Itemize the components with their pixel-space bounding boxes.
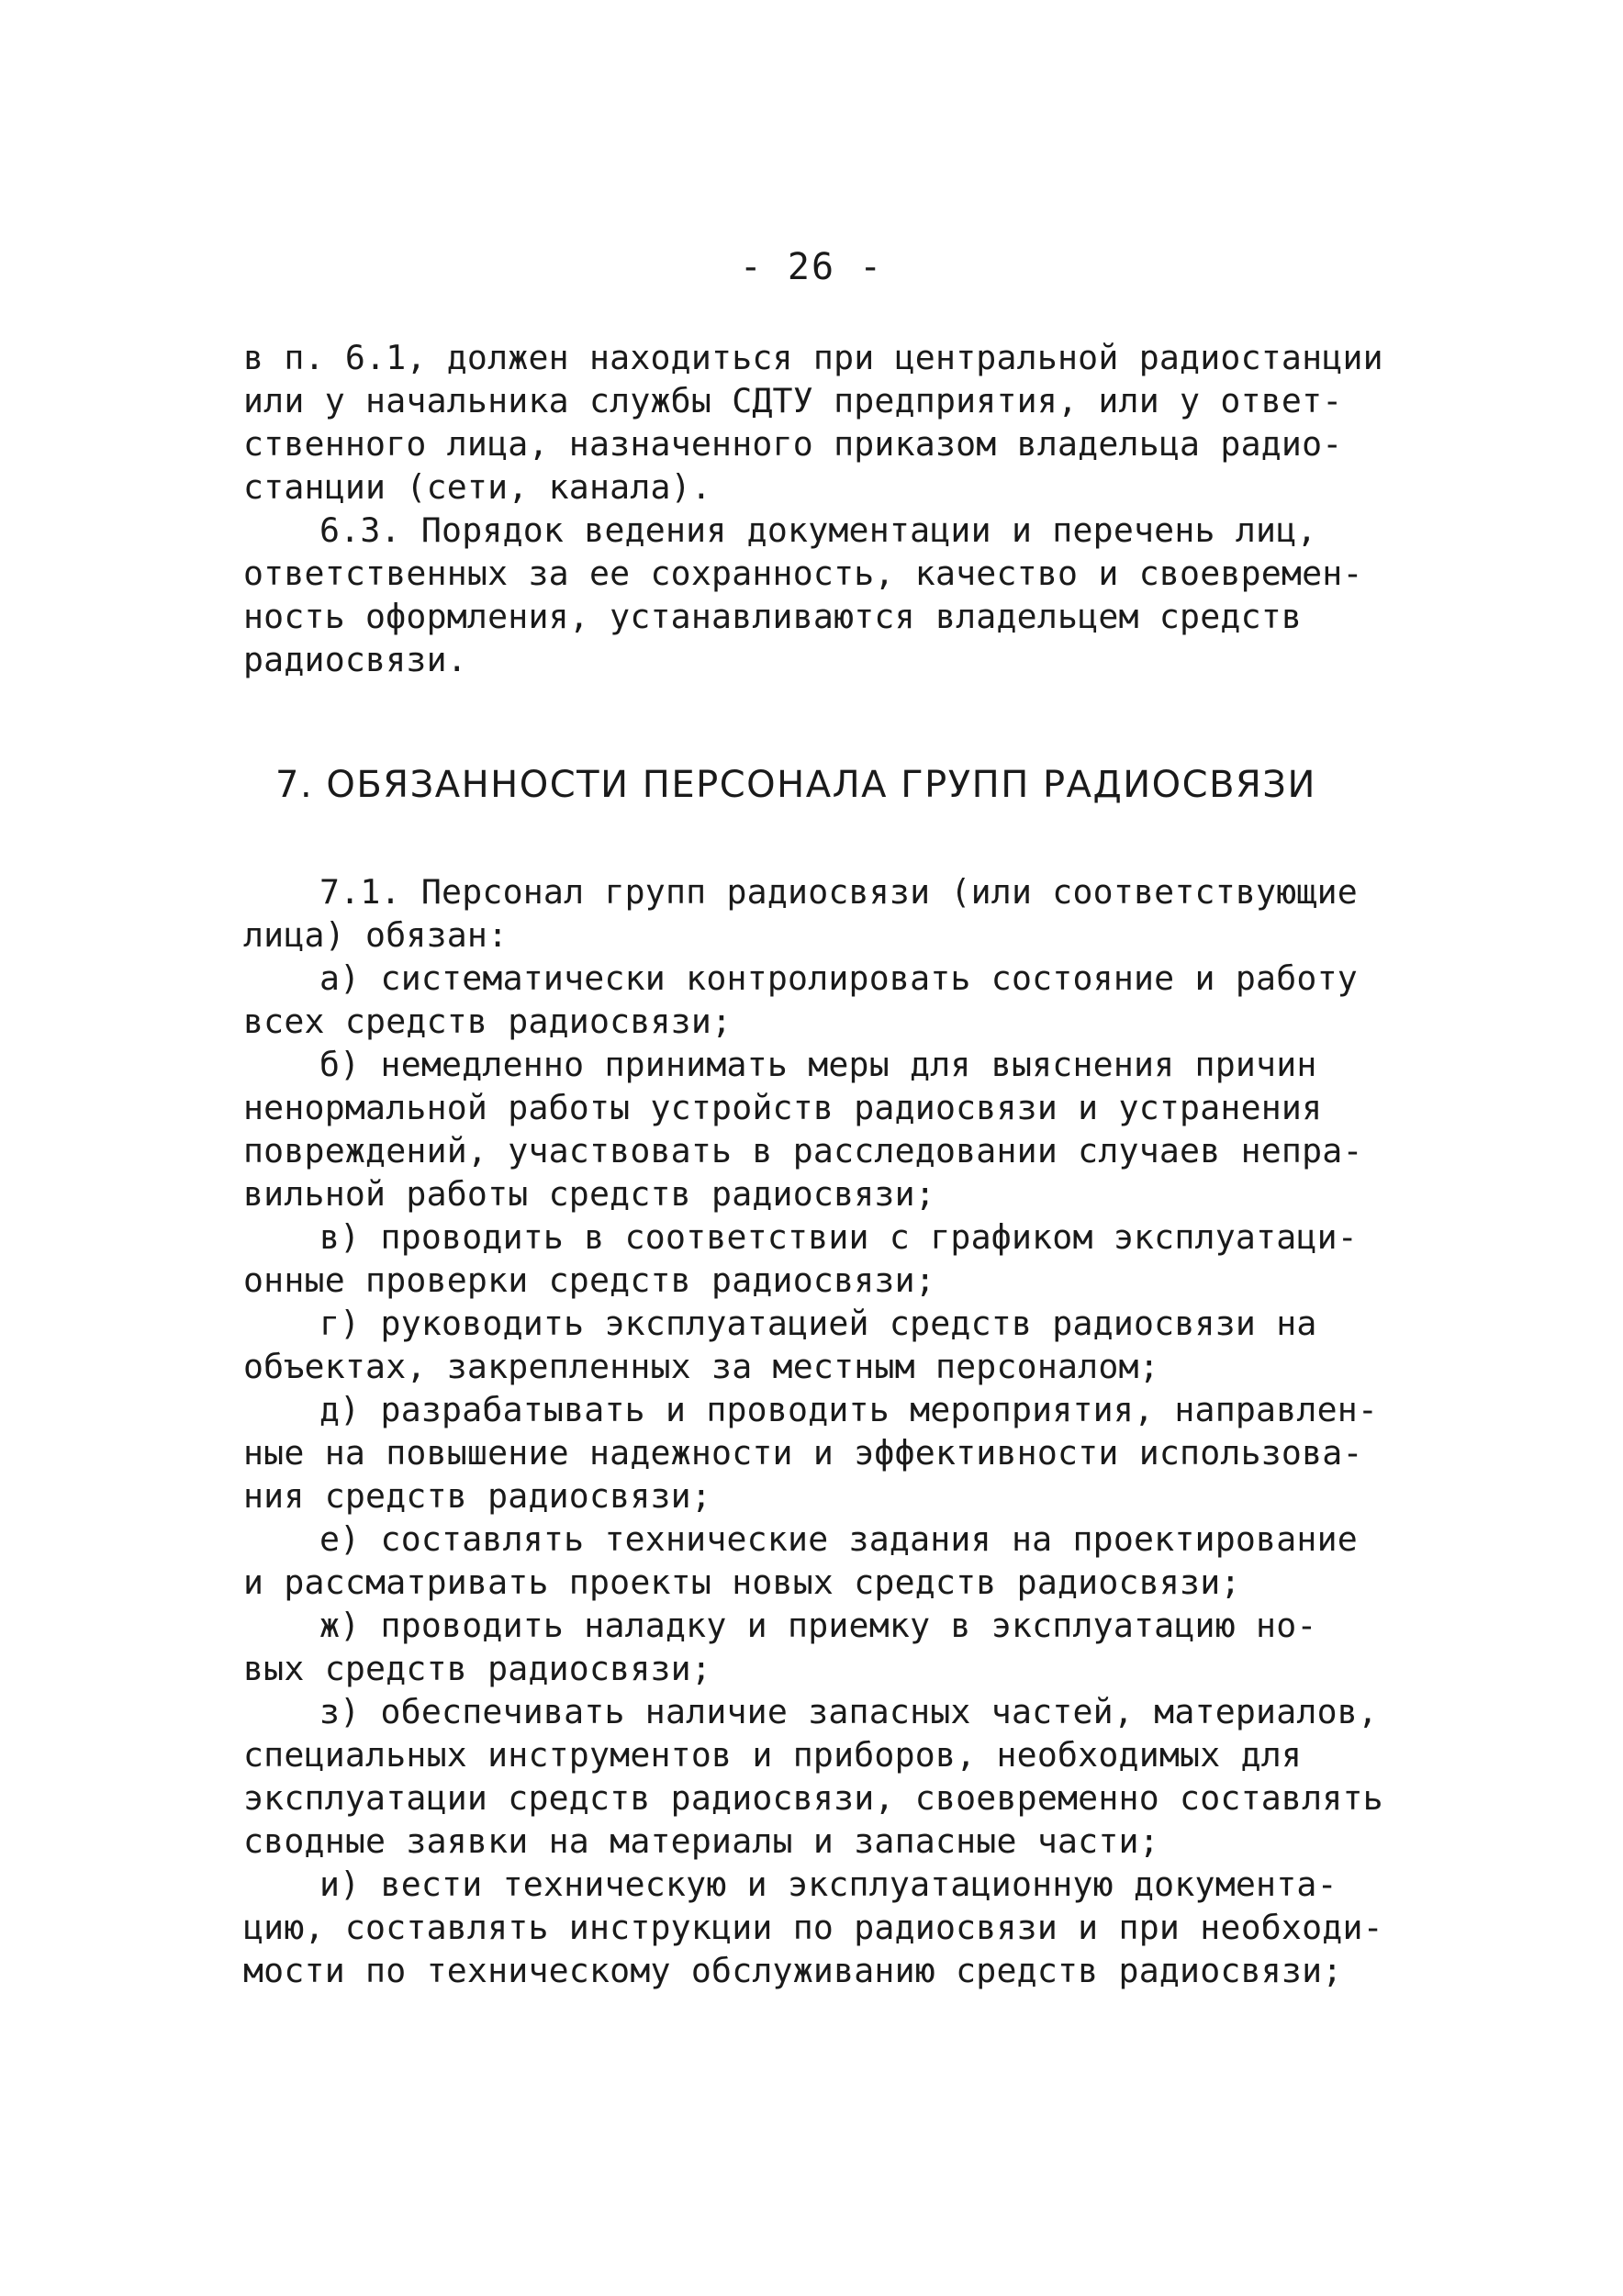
text-line: или у начальника службы СДТУ предприятия, или у ответ- (243, 381, 1343, 420)
text-line: ные на повышение надежности и эффективности использова- (243, 1433, 1363, 1473)
text-line: повреждений, участвовать в расследовании случаев непра- (243, 1131, 1363, 1170)
text-line: ж) проводить наладку и приемку в эксплуатацию но- (319, 1606, 1317, 1645)
text-line: и) вести техническую и эксплуатационную документа- (319, 1865, 1338, 1904)
text-line: г) руководить эксплуатацией средств радиосвязи на (319, 1304, 1317, 1343)
text-line: ния средств радиосвязи; (243, 1476, 712, 1516)
text-line: д) разрабатывать и проводить мероприятия, направлен- (319, 1390, 1379, 1429)
text-line: специальных инструментов и приборов, необходимых для (243, 1735, 1303, 1775)
text-line: ответственных за ее сохранность, качество и своевремен- (243, 554, 1363, 593)
text-line: станции (сети, канала). (243, 467, 712, 507)
text-line: ненормальной работы устройств радиосвязи и устранения (243, 1088, 1323, 1127)
text-line: в п. 6.1, должен находиться при центральной радиостанции (243, 338, 1383, 377)
text-line: и рассматривать проекты новых средств радиосвязи; (243, 1562, 1241, 1602)
text-line: цию, составлять инструкции по радиосвязи и при необходи- (243, 1908, 1383, 1947)
text-line: объектах, закрепленных за местным персоналом; (243, 1347, 1159, 1386)
text-line: мости по техническому обслуживанию средств радиосвязи; (243, 1951, 1343, 1990)
text-line: вильной работы средств радиосвязи; (243, 1174, 935, 1214)
text-line: а) систематически контролировать состояние и работу (319, 958, 1358, 998)
text-line: ственного лица, назначенного приказом владельца радио- (243, 424, 1343, 464)
text-line: всех средств радиосвязи; (243, 1002, 733, 1041)
text-line: вых средств радиосвязи; (243, 1649, 712, 1688)
text-line: сводные заявки на материалы и запасные части; (243, 1821, 1159, 1861)
text-line: радиосвязи. (243, 640, 467, 679)
text-line: з) обеспечивать наличие запасных частей, материалов, (319, 1692, 1379, 1731)
text-line: ность оформления, устанавливаются владельцем средств (243, 597, 1303, 636)
text-line: 6.3. Порядок ведения документации и перечень лиц, (319, 510, 1317, 550)
text-line: в) проводить в соответствии с графиком эксплуатаци- (319, 1217, 1358, 1257)
text-line: лица) обязан: (243, 915, 509, 955)
text-line: онные проверки средств радиосвязи; (243, 1260, 935, 1300)
section-heading: 7. ОБЯЗАННОСТИ ПЕРСОНАЛА ГРУПП РАДИОСВЯЗИ (275, 764, 1316, 806)
text-line: эксплуатации средств радиосвязи, своевременно составлять (243, 1778, 1383, 1818)
text-line: б) немедленно принимать меры для выяснения причин (319, 1045, 1317, 1084)
text-line: е) составлять технические задания на проектирование (319, 1519, 1358, 1559)
page-number: - 26 - (739, 246, 884, 288)
text-line: 7.1. Персонал групп радиосвязи (или соответствующие (319, 872, 1358, 912)
